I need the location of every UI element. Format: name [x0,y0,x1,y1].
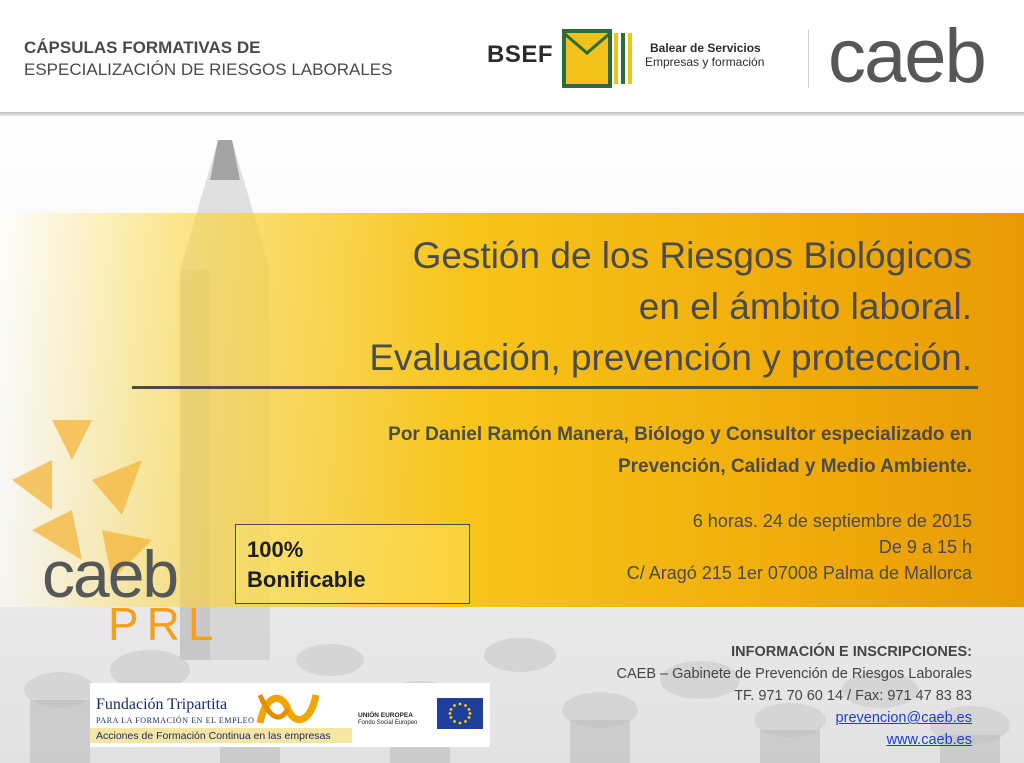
course-title-line: Gestión de los Riesgos Biológicos [412,235,972,276]
course-title-line: Evaluación, prevención y protección. [369,337,972,378]
info-organization: CAEB – Gabinete de Prevención de Riesgos Laborales [616,666,972,682]
bsef-name-line2: Empresas y formación [645,55,765,69]
bonificable-percent: 100% [247,537,304,562]
prl-logo-text: PRL [108,598,222,650]
header [0,0,1024,113]
course-author [388,419,972,483]
bsef-name-line1: Balear de Servicios [650,41,761,55]
bonificable-badge [235,524,470,604]
fundacion-loop-icon [256,689,320,727]
bonificable-label: Bonificable [247,567,366,592]
course-title [369,230,972,383]
header-title-line1: CÁPSULAS FORMATIVAS DE [24,38,261,57]
bsef-logo-text: BSEF [487,41,554,68]
fundacion-tripartita-name: Fundación Tripartita [96,696,228,713]
title-divider [132,386,978,389]
author-line: Prevención, Calidad y Medio Ambiente. [617,456,972,477]
course-duration-date: 6 horas. 24 de septiembre de 2015 [692,511,972,531]
ue-name: UNIÓN EUROPEA [358,712,413,719]
eu-flag-icon [437,698,483,729]
bsef-logo-icon [562,29,636,88]
website-link[interactable]: www.caeb.es [886,732,972,748]
email-link[interactable]: prevencion@caeb.es [835,710,972,726]
course-details [627,508,972,586]
header-title [24,37,392,81]
course-title-line: en el ámbito laboral. [638,286,972,327]
author-line: Por Daniel Ramón Manera, Biólogo y Consultor especializado en [388,424,972,445]
fundacion-tripartita-subtitle: PARA LA FORMACIÓN EN EL EMPLEO [96,716,255,725]
header-divider [808,30,809,88]
caeb-prl-logo-text: caeb [42,537,178,611]
ue-fund: Fondo Social Europeo [358,720,418,726]
info-phone-fax: TF. 971 70 60 14 / Fax: 971 47 83 83 [734,688,972,704]
contact-info [617,641,972,751]
caeb-header-logo: caeb [828,14,985,99]
course-schedule: De 9 a 15 h [878,537,972,557]
sponsor-logos [90,683,490,747]
info-heading: INFORMACIÓN E INSCRIPCIONES: [731,644,972,660]
fundacion-bar-text: Acciones de Formación Continua en las empresas [96,730,331,742]
course-address: C/ Aragó 215 1er 07008 Palma de Mallorca [626,563,972,583]
header-title-line2: ESPECIALIZACIÓN DE RIESGOS LABORALES [24,60,393,79]
